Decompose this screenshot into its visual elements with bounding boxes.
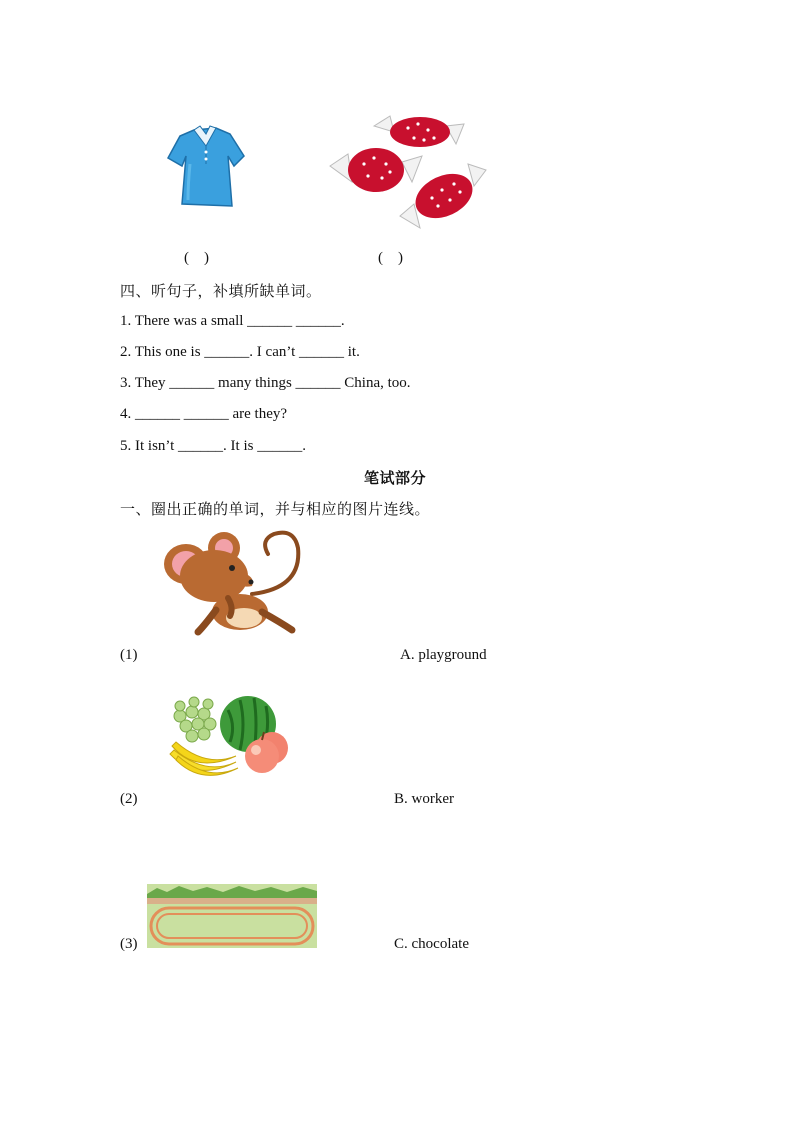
item-3-number: (3) — [120, 936, 138, 952]
sentence-3: 3. They ______ many things ______ China, too. — [120, 375, 411, 391]
candy-image — [328, 112, 488, 232]
item-2-number: (2) — [120, 791, 138, 807]
sentence-5: 5. It isn’t ______. It is ______. — [120, 438, 306, 454]
sentence-4: 4. ______ ______ are they? — [120, 406, 288, 422]
item-1-number: (1) — [120, 647, 138, 663]
section4-heading: 四、听句子，补填所缺单词。 — [120, 282, 322, 300]
shirt-image — [166, 124, 246, 210]
written-part-title: 笔试部分 — [364, 469, 427, 487]
q1-heading: 一、圈出正确的单词，并与相应的图片连线。 — [120, 500, 431, 518]
mouse-image — [152, 528, 304, 640]
item-option-c: C. chocolate — [394, 936, 469, 952]
playground-image — [147, 884, 317, 948]
item-option-b: B. worker — [394, 791, 454, 807]
item-option-a: A. playground — [400, 647, 487, 663]
sentence-2: 2. This one is ______. I can’t ______ it. — [120, 344, 360, 360]
answer-bracket-2: ( ) — [378, 250, 403, 266]
sentence-1: 1. There was a small ______ ______. — [120, 313, 345, 329]
fruit-image — [166, 696, 296, 778]
answer-bracket-1: ( ) — [184, 250, 209, 266]
